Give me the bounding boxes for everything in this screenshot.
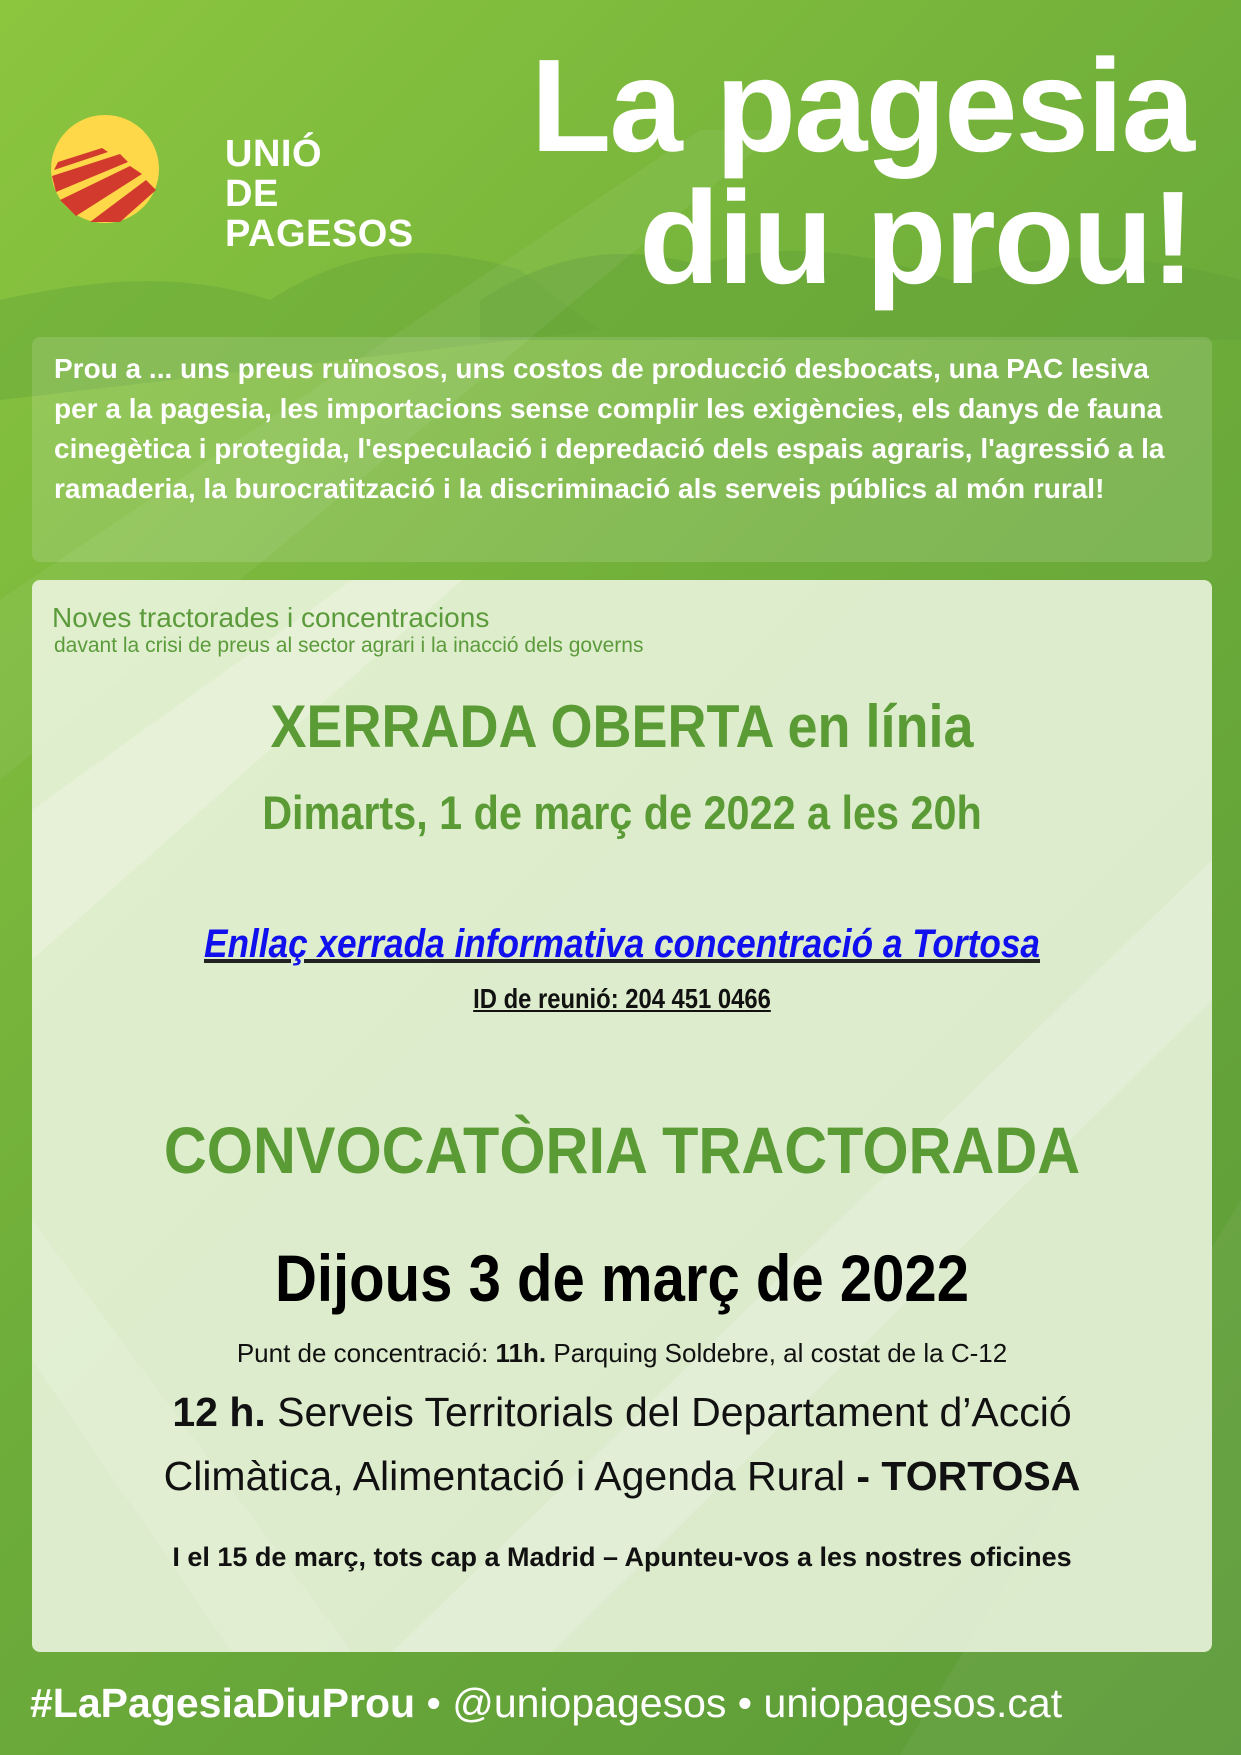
meeting-link[interactable]: Enllaç xerrada informativa concentració a Tortosa	[204, 922, 1040, 966]
meeting-point-time: 11h.	[495, 1338, 547, 1368]
subtitle: Noves tractorades i concentracions	[52, 602, 490, 633]
location-city: - TORTOSA	[856, 1453, 1081, 1499]
headline-line-1: La pagesia	[530, 32, 1193, 179]
main-location	[32, 1380, 1212, 1508]
location-text-2: Climàtica, Alimentació i Agenda Rural	[163, 1453, 857, 1499]
location-text-1: Serveis Territorials del Departament d’Acció	[265, 1389, 1072, 1435]
logo-line-2: DE PAGESOS	[225, 173, 414, 255]
logo-wordmark	[225, 134, 460, 254]
footer-hashtag: #LaPagesiaDiuProu	[30, 1680, 416, 1726]
meeting-link-container	[103, 920, 1141, 968]
location-line-1	[32, 1380, 1212, 1444]
union-logo	[50, 112, 460, 255]
intro-text	[54, 349, 1194, 509]
footer-separator: •	[726, 1680, 764, 1726]
intro-body: uns preus ruïnosos, uns costos de producció desbocats, una PAC lesiva per a la pagesia, les importacions sense complir les exigències, els danys de fauna cinegètica i protegida, l'especulació i depredació dels espais agraris, l'agressió a la ramaderia, la burocratització i la discriminació als serveis públics al món rural!	[54, 353, 1165, 504]
xerrada-title: XERRADA OBERTA en línia	[270, 693, 974, 760]
footer	[30, 1678, 1230, 1728]
meeting-id: ID de reunió: 204 451 0466	[473, 983, 771, 1014]
footer-website: uniopagesos.cat	[763, 1680, 1063, 1726]
convocatoria-date: Dijous 3 de març de 2022	[274, 1241, 970, 1315]
intro-box	[32, 337, 1212, 562]
convocatoria-title: CONVOCATÒRIA TRACTORADA	[163, 1113, 1081, 1187]
footer-separator: •	[415, 1680, 453, 1726]
meeting-point-place: Parquing Soldebre, al costat de la C-12	[546, 1338, 1008, 1368]
subtitle-detail: davant la crisi de preus al sector agrari i la inacció dels governs	[54, 634, 644, 657]
xerrada-date: Dimarts, 1 de març de 2022 a les 20h	[262, 786, 982, 839]
logo-line-1: UNIÓ	[225, 133, 322, 175]
location-time: 12 h.	[172, 1389, 266, 1435]
meeting-point-label: Punt de concentració:	[236, 1338, 496, 1368]
location-line-2	[32, 1444, 1212, 1508]
headline	[473, 32, 1193, 311]
footer-handle: @uniopagesos	[452, 1680, 727, 1726]
logo-sun-icon	[50, 114, 160, 224]
madrid-note: I el 15 de març, tots cap a Madrid – Apunteu-vos a les nostres oficines	[172, 1542, 1072, 1572]
main-panel	[32, 580, 1212, 1652]
headline-line-2: diu prou!	[639, 164, 1193, 311]
meeting-point	[32, 1337, 1212, 1369]
intro-lead: Prou a ...	[54, 353, 173, 384]
